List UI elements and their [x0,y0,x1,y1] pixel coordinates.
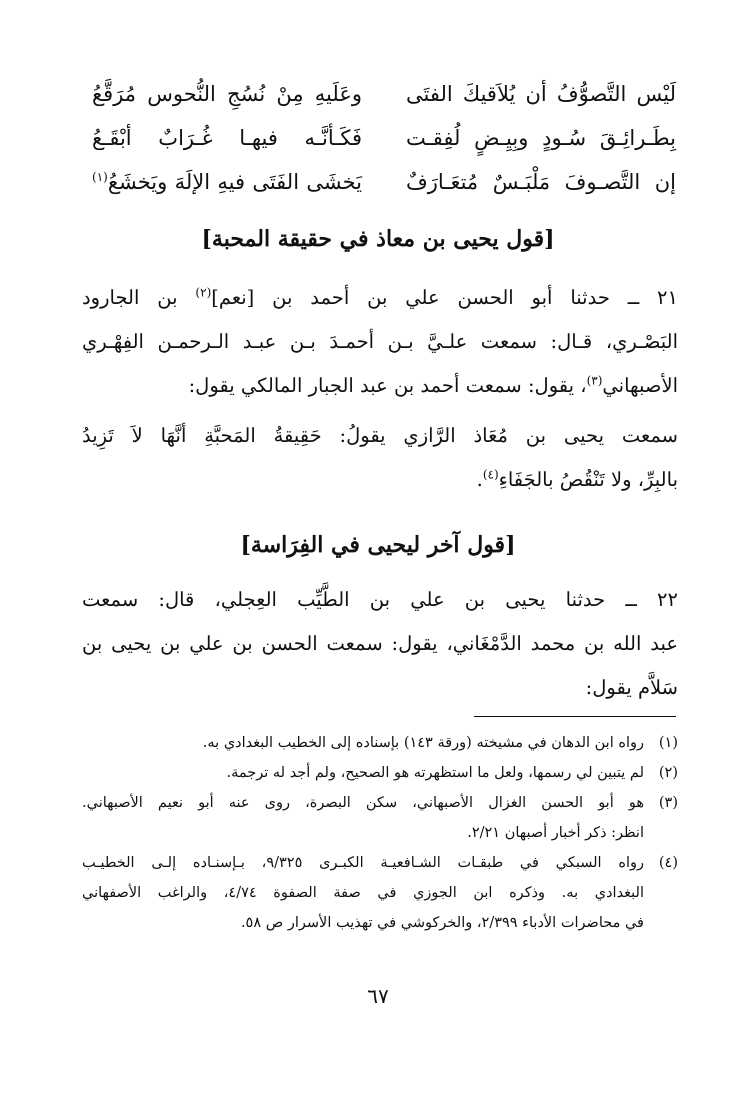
narration-21 [82,276,678,408]
text-run: بن الجارود [82,286,196,309]
footnote-text [82,848,644,938]
verse-first-hemistich: لَيْس التَّصوُّفُ أن يُلاَقيكَ الفتَى [406,82,676,106]
quote-yahya [82,414,678,502]
footnote-number: (١) [658,735,678,751]
section-heading-love: [قول يحيى بن معاذ في حقيقة المحبة] [201,226,555,252]
text-line: لم يتبين لي رسمها، ولعل ما استظهرته هو الصحيح، ولم أجد له ترجمة. [226,765,644,781]
section-heading-firasa: [قول آخر ليحيى في الفِرَاسة] [240,532,516,558]
verse-second-hemistich [92,170,362,194]
text-run: ، يقول: سمعت أحمد بن عبد الجبار المالكي يقول: [188,374,587,397]
poem-verse [92,72,676,116]
footnote-ref[interactable]: (٣) [586,373,603,388]
footnote-item [82,788,678,848]
text-line: في محاضرات الأدباء ٢/٣٩٩، والخركوشي في تهذيب الأسرار ص ٥٨. [240,915,644,931]
text-line: هو أبو الحسن الغزال الأصبهاني، سكن البصرة، روى عنه أبو نعيم الأصبهاني. [82,795,644,811]
text-line: البغدادي به. وذكره ابن الجوزي في صفة الصفوة ٤/٧٤، والراغب الأصفهاني [82,885,644,901]
text-line: رواه ابن الدهان في مشيخته (ورقة ١٤٣) بإسناده إلى الخطيب البغدادي به. [202,735,644,751]
text-line [82,276,678,320]
poem [92,72,676,204]
text-line: ٢٢ ــ حدثنا يحيى بن علي بن الطَّيِّب العِجلي، قال: سمعت [82,588,678,611]
text-run: الأصبهاني [602,374,678,397]
footnote-number: (٣) [658,795,678,811]
page-number: ٦٧ [367,984,389,1008]
footnote-item [82,728,678,758]
footnote-item [82,758,678,788]
text-run: . [476,468,483,491]
footnote-ref[interactable]: (٤) [482,467,499,482]
footnote-number: (٢) [658,765,678,781]
footnote-divider [474,716,676,717]
text-line: رواه السبكي في طبقـات الشـافعيـة الكبـرى ٩/٣٢٥، بـإسنـاده إلـى الخطيـب [82,855,644,871]
text-line: البَصْـري، قـال: سمعت علـيَّ بـن أحمـدَ بـن عبـد الـرحمـن الفِهْـري [82,330,678,353]
text-line: سمعت يحيى بن مُعَاذ الرَّازي يقولُ: حَقِيقةُ المَحبَّةِ أنَّهَا لاَ تَزِيدُ [82,424,678,447]
verse-second-hemistich: فَكَـأنَّـه فيهـا غُـرَابٌ أبْقَـعُ [92,126,362,150]
footnotes [82,728,678,938]
poem-verse [92,116,676,160]
text-line: عبد الله بن محمد الدَّمْغَاني، يقول: سمعت الحسن بن علي بن يحيى بن [82,632,678,655]
text-run: ٢١ ــ حدثنا أبو الحسن علي بن أحمد بن [نعم] [211,286,678,309]
footnote-ref[interactable]: (١) [92,170,108,184]
footnote-text [82,788,644,848]
footnote-text [82,728,644,758]
verse-first-hemistich: إن التَّصـوفَ مَلْبَـسٌ مُتعَـارَفٌ [406,170,676,194]
footnote-number: (٤) [658,855,678,871]
verse-second-hemistich: وعَلَيهِ مِنْ نُسُجِ النُّحوس مُرَقَّعُ [92,82,362,106]
text-line [82,458,678,502]
narration-22 [82,578,678,710]
footnote-ref[interactable]: (٢) [195,285,212,300]
text-run: بالبِرِّ، ولا تَنْقُصُ بالجَفَاءِ [498,468,678,491]
verse-text: يَخشَى الفَتَى فيهِ الإلَهَ ويَخشَعُ [107,170,362,194]
text-line: سَلاَّم يقول: [585,676,678,699]
text-line [82,364,678,408]
poem-verse [92,160,676,204]
footnote-text [82,758,644,788]
verse-first-hemistich: بِطَـرائِـقَ سُـودٍ وبِيِـضٍ لُفِقـت [406,126,676,150]
footnote-item [82,848,678,938]
text-line: انظر: ذكر أخبار أصبهان ٢/٢١. [467,825,644,841]
